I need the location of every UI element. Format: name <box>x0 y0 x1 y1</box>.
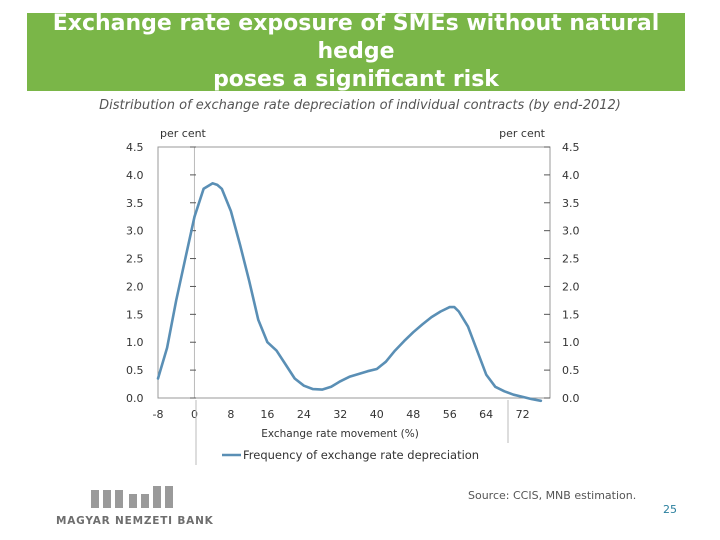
x-tick-label: 0 <box>190 408 198 421</box>
y-tick-label-right: 1.5 <box>562 308 580 322</box>
x-tick-label: 8 <box>227 408 235 421</box>
logo-bar <box>91 490 99 508</box>
x-tick-label: -8 <box>152 408 164 421</box>
y-tick-label-left: 2.5 <box>126 252 144 266</box>
page-number: 25 <box>663 503 677 516</box>
y-tick-label-left: 0.5 <box>126 364 144 378</box>
title-line-1: Exchange rate exposure of SMEs without natural hedge <box>52 11 660 64</box>
logo-bar <box>103 490 111 508</box>
x-tick-label: 48 <box>406 408 421 421</box>
x-tick-label: 40 <box>369 408 384 421</box>
y-tick-label-left: 3.0 <box>126 224 144 238</box>
logo-bar <box>153 486 161 508</box>
y-tick-label-right: 3.0 <box>562 224 580 238</box>
x-tick-label: 72 <box>515 408 530 421</box>
y-tick-label-right: 1.0 <box>562 336 580 350</box>
x-axis-label: Exchange rate movement (%) <box>261 428 419 440</box>
source-note: Source: CCIS, MNB estimation. <box>468 489 637 502</box>
y-axis-label-left: per cent <box>160 127 206 140</box>
y-tick-label-left: 0.0 <box>126 392 144 405</box>
x-tick-label: 32 <box>333 408 348 421</box>
chart-subtitle: Distribution of exchange rate depreciation of individual contracts (by end-2012) <box>99 98 621 113</box>
y-tick-label-right: 4.5 <box>562 141 580 154</box>
logo-text: MAGYAR NEMZETI BANK <box>56 515 214 527</box>
x-tick-label: 24 <box>296 408 311 421</box>
y-tick-label-right: 3.5 <box>562 196 580 210</box>
logo-bar <box>141 494 149 508</box>
logo-bar <box>129 494 137 508</box>
title-line-2: poses a significant risk <box>213 67 499 92</box>
y-tick-label-right: 2.5 <box>562 252 580 266</box>
y-tick-label-left: 1.5 <box>126 308 144 322</box>
y-tick-label-left: 4.5 <box>126 141 144 154</box>
y-axis-label-right: per cent <box>499 127 545 140</box>
y-tick-label-left: 2.0 <box>126 280 144 294</box>
y-tick-label-right: 2.0 <box>562 280 580 294</box>
logo-bar <box>165 486 173 508</box>
y-tick-label-left: 3.5 <box>126 196 144 210</box>
y-tick-label-left: 4.0 <box>126 168 144 182</box>
y-tick-label-right: 0.0 <box>562 392 580 405</box>
series-line <box>158 183 541 400</box>
y-tick-label-left: 1.0 <box>126 336 144 350</box>
y-tick-label-right: 4.0 <box>562 168 580 182</box>
x-tick-label: 16 <box>260 408 275 421</box>
logo-bar <box>115 490 123 508</box>
legend-label: Frequency of exchange rate depreciation <box>243 448 480 462</box>
y-tick-label-right: 0.5 <box>562 364 580 378</box>
x-tick-label: 64 <box>479 408 494 421</box>
x-tick-label: 56 <box>442 408 457 421</box>
